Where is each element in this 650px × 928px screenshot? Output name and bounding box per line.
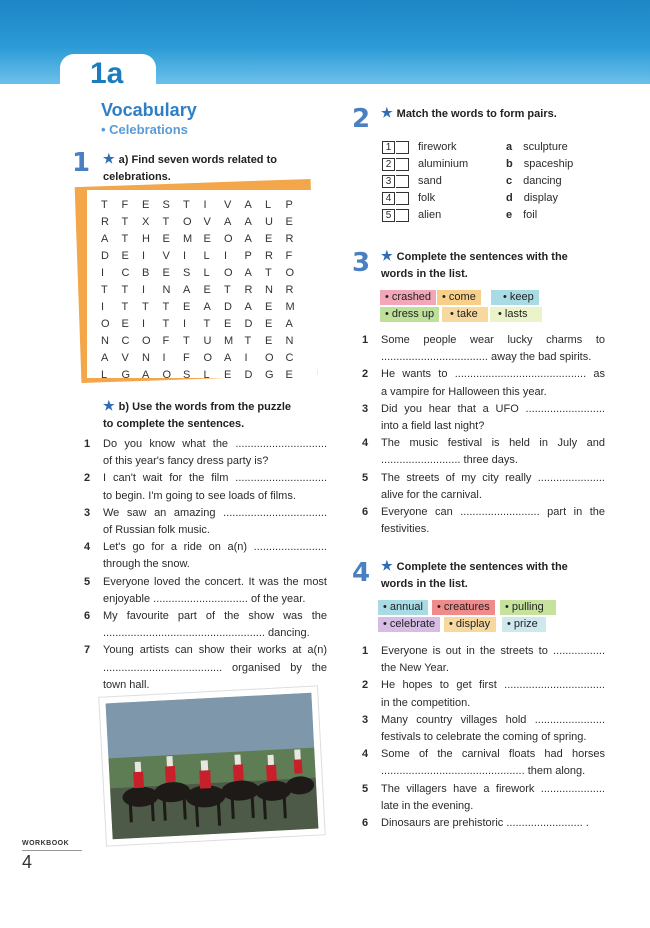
grid-letter: R <box>285 284 294 296</box>
grid-letter: I <box>142 250 146 262</box>
sentence-number: 1 <box>362 334 369 346</box>
grid-letter: V <box>203 216 211 228</box>
grid-letter: T <box>244 335 252 347</box>
grid-letter: E <box>224 369 232 381</box>
grid-letter: E <box>285 216 293 228</box>
grid-letter: E <box>265 301 273 313</box>
unit-tab <box>60 55 156 105</box>
sentence-line: The music festival is held in July and <box>381 437 605 450</box>
sentence-number: 5 <box>84 575 91 588</box>
grid-letter: U <box>203 335 212 347</box>
grid-letter: V <box>224 199 232 211</box>
pair-left-item <box>382 173 442 190</box>
pair-word: sculpture <box>523 141 568 153</box>
exercise-sentence <box>362 435 605 469</box>
sentence-line: alive for the carnival. <box>381 488 482 501</box>
grid-letter: T <box>121 301 129 313</box>
exercise-sentence <box>84 505 327 539</box>
grid-row <box>101 350 306 367</box>
sentence-line: through the snow. <box>103 558 190 571</box>
grid-letter: D <box>224 301 232 313</box>
pair-right-item <box>506 156 573 173</box>
grid-letter: I <box>183 318 187 330</box>
grid-row <box>101 282 306 299</box>
footer-divider <box>22 850 82 851</box>
grid-letter: T <box>121 284 129 296</box>
grid-letter: A <box>203 301 211 313</box>
grid-letter: E <box>265 233 273 245</box>
sentence-line: Do you know what the .............................. <box>103 438 327 450</box>
answer-box[interactable]: 2 <box>382 158 395 171</box>
grid-letter: T <box>162 318 170 330</box>
word-chip: • crashed <box>380 290 436 305</box>
grid-letter: D <box>101 250 109 262</box>
word-chip: • take <box>442 307 488 322</box>
sentence-line: I can't wait for the film .............................. <box>103 472 327 485</box>
star-icon: ★ <box>381 105 393 120</box>
grid-letter: I <box>101 267 105 279</box>
grid-letter: S <box>183 267 191 279</box>
grid-letter: I <box>101 301 105 313</box>
section-subtitle: • Celebrations <box>101 122 188 137</box>
grid-letter: V <box>121 352 129 364</box>
grid-letter: O <box>224 267 233 279</box>
grid-letter: T <box>183 199 190 211</box>
sentence-line: late in the evening. <box>381 799 474 812</box>
grid-letter: H <box>142 233 150 245</box>
grid-letter: M <box>183 233 193 245</box>
sentence-line: ....................................... organised by the <box>103 661 327 674</box>
word-chip: • display <box>444 617 496 632</box>
grid-letter: O <box>142 335 151 347</box>
grid-letter: N <box>265 284 273 296</box>
pair-letter: a <box>506 141 513 153</box>
grid-letter: A <box>142 369 150 381</box>
exercise-2-number: 2 <box>352 104 371 134</box>
sentence-line: Everyone can .......................... part in the <box>381 506 605 518</box>
sentence-line: festivities. <box>381 523 430 536</box>
pair-left-item <box>382 190 436 207</box>
sentence-number: 1 <box>84 438 91 450</box>
exercise-sentence <box>362 815 605 832</box>
pair-left-item <box>382 156 469 173</box>
sentence-line: Did you hear that a UFO .......................... <box>381 402 605 415</box>
star-icon: ★ <box>381 248 393 263</box>
grid-letter: E <box>285 369 293 381</box>
sentence-line: festivals to celebrate the coming of spring. <box>381 731 587 743</box>
sentence-number: 6 <box>84 610 91 622</box>
pair-word: sand <box>418 175 442 187</box>
grid-letter: A <box>183 284 191 296</box>
sentence-line: Everyone is out in the streets to ................. <box>381 645 605 657</box>
exercise-sentence <box>362 781 605 815</box>
grid-row <box>101 214 306 231</box>
sentence-number: 4 <box>362 748 369 761</box>
sentence-line: ..................................................... dancing. <box>103 627 310 640</box>
pair-left-item <box>382 207 442 224</box>
exercise-sentence <box>84 539 327 573</box>
grid-letter: I <box>244 352 248 364</box>
grid-row <box>101 231 306 248</box>
cavalry-parade-photo <box>106 693 319 840</box>
sentence-number: 1 <box>362 645 369 657</box>
grid-letter: X <box>142 216 150 228</box>
grid-letter: R <box>101 216 109 228</box>
exercise-sentence <box>362 366 605 400</box>
grid-letter: A <box>244 216 252 228</box>
grid-letter: E <box>162 267 170 279</box>
grid-letter: E <box>265 318 273 330</box>
pair-word: firework <box>418 141 457 153</box>
grid-letter: P <box>285 199 293 211</box>
grid-letter: O <box>265 352 274 364</box>
sentence-number: 6 <box>362 506 369 518</box>
grid-letter: N <box>285 335 294 347</box>
pair-word: folk <box>418 192 436 204</box>
grid-letter: O <box>183 216 192 228</box>
sentence-line: ................................... away the bad spirits. <box>381 351 592 364</box>
grid-letter: A <box>244 301 252 313</box>
grid-row <box>101 367 306 384</box>
grid-letter: G <box>121 369 131 381</box>
word-chip: • lasts <box>490 307 542 322</box>
grid-letter: A <box>224 352 232 364</box>
answer-box[interactable]: 3 <box>382 175 395 188</box>
word-chip: • annual <box>378 600 428 615</box>
grid-letter: C <box>121 335 130 347</box>
grid-row <box>101 333 306 350</box>
exercise-2-instruction: ★ Match the words to form pairs. <box>381 105 557 120</box>
grid-letter: T <box>265 267 272 279</box>
grid-row <box>101 248 306 265</box>
grid-letter: S <box>183 369 191 381</box>
grid-letter: T <box>121 216 129 228</box>
sentence-line: to begin. I'm going to see loads of films. <box>103 489 296 502</box>
exercise-sentence <box>362 401 605 435</box>
grid-letter: R <box>265 250 273 262</box>
sentence-line: Young artists can show their works at a(n) <box>103 644 327 657</box>
word-chip: • dress up <box>380 307 439 322</box>
sentence-line: a vampire for Halloween this year. <box>381 385 547 398</box>
sentence-line: We saw an amazing .................................. <box>103 506 327 519</box>
exercise-sentence <box>362 332 605 366</box>
star-icon: ★ <box>381 558 393 573</box>
grid-letter: A <box>224 216 232 228</box>
sentence-number: 7 <box>84 644 91 657</box>
photo-frame <box>99 686 324 845</box>
grid-letter: A <box>244 267 252 279</box>
grid-letter: T <box>183 335 190 347</box>
pair-right-item <box>506 173 562 190</box>
sentence-line: Everyone loved the concert. It was the most <box>103 575 327 588</box>
pair-word: dancing <box>523 175 562 187</box>
grid-letter: A <box>101 352 109 364</box>
grid-letter: S <box>162 199 170 211</box>
footer-label: WORKBOOK <box>22 840 70 847</box>
word-chip: • pulling <box>500 600 556 615</box>
word-chip: • prize <box>502 617 546 632</box>
pair-letter: b <box>506 158 513 170</box>
sentence-line: into a field last night? <box>381 420 485 432</box>
star-icon: ★ <box>103 398 115 413</box>
sentence-line: He hopes to get first ................................. <box>381 679 605 692</box>
grid-letter: E <box>203 284 211 296</box>
word-chip: • celebrate <box>378 617 440 632</box>
grid-letter: T <box>203 318 211 330</box>
sentence-line: My favourite part of the show was the <box>103 610 327 622</box>
sentence-number: 3 <box>362 402 369 415</box>
grid-letter: U <box>265 216 273 228</box>
exercise-sentence <box>362 712 605 746</box>
grid-letter: L <box>101 369 108 381</box>
exercise-sentence <box>362 504 605 538</box>
grid-letter: C <box>121 267 130 279</box>
grid-letter: A <box>285 318 293 330</box>
sentence-line: Some of the carnival floats had horses <box>381 748 605 761</box>
grid-letter: E <box>265 335 273 347</box>
exercise-1a-instruction: ★ a) Find seven words related to celebrations. <box>103 151 277 183</box>
page-number: 4 <box>22 852 33 872</box>
sentence-line: Many country villages hold ....................... <box>381 713 605 726</box>
word-search-puzzle <box>87 190 317 381</box>
unit-label: 1a <box>90 57 124 90</box>
horse-guards-illustration <box>106 693 319 840</box>
grid-letter: N <box>162 284 171 296</box>
sentence-line: Dinosaurs are prehistoric ......................... . <box>381 817 589 829</box>
grid-letter: E <box>162 233 170 245</box>
pair-word: spaceship <box>523 158 574 170</box>
pair-word: alien <box>418 209 442 221</box>
exercise-1-number: 1 <box>72 148 91 178</box>
grid-letter: E <box>224 318 232 330</box>
grid-letter: C <box>285 352 294 364</box>
grid-letter: T <box>121 233 129 245</box>
sentence-line: of this year's fancy dress party is? <box>103 455 269 468</box>
grid-letter: I <box>183 250 187 262</box>
exercise-sentence <box>362 470 605 504</box>
grid-letter: T <box>162 216 170 228</box>
exercise-sentence <box>84 470 327 504</box>
sentence-line: The villagers have a firework ..................... <box>381 782 605 795</box>
sentence-number: 6 <box>362 817 369 829</box>
sentence-line: town hall. <box>103 678 150 691</box>
grid-letter: R <box>285 233 294 245</box>
sentence-line: The streets of my city really ...................... <box>381 471 605 484</box>
grid-letter: I <box>203 199 207 211</box>
grid-letter: P <box>244 250 252 262</box>
grid-letter: I <box>162 352 166 364</box>
grid-letter: T <box>142 301 149 313</box>
exercise-sentence <box>362 643 605 677</box>
pair-word: aluminium <box>418 158 469 170</box>
grid-letter: O <box>162 369 172 381</box>
exercise-3-instruction: ★ Complete the sentences with the words in the list. <box>381 248 568 280</box>
grid-letter: A <box>244 199 252 211</box>
grid-letter: G <box>265 369 274 381</box>
grid-row <box>101 316 306 333</box>
sentence-number: 5 <box>362 471 369 484</box>
grid-letter: E <box>203 233 211 245</box>
sentence-number: 3 <box>84 506 91 519</box>
grid-letter: A <box>101 233 109 245</box>
exercise-sentence <box>84 436 327 470</box>
exercise-4-number: 4 <box>352 558 371 588</box>
sentence-number: 3 <box>362 713 369 726</box>
exercise-sentence <box>362 677 605 711</box>
grid-letter: D <box>244 369 253 381</box>
grid-letter: A <box>244 233 252 245</box>
exercise-1b-instruction: ★ b) Use the words from the puzzle to complete the sentences. <box>103 398 292 430</box>
grid-letter: D <box>244 318 253 330</box>
grid-letter: B <box>142 267 150 279</box>
sentence-line: ............................................... them along. <box>381 765 586 778</box>
grid-letter: E <box>121 318 129 330</box>
pair-letter: c <box>506 175 513 187</box>
sentence-line: Let's go for a ride on a(n) ........................ <box>103 541 327 554</box>
grid-letter: L <box>203 267 210 279</box>
sentence-number: 4 <box>84 541 91 554</box>
grid-letter: O <box>224 233 233 245</box>
exercise-sentence <box>84 642 327 694</box>
word-search-grid <box>101 197 306 384</box>
sentence-line: He wants to ........................................... as <box>381 368 605 381</box>
grid-letter: F <box>183 352 190 364</box>
pair-right-item <box>506 207 537 224</box>
grid-letter: T <box>101 199 108 211</box>
sentence-number: 5 <box>362 782 369 795</box>
exercise-sentence <box>362 746 605 780</box>
grid-letter: E <box>142 199 150 211</box>
grid-row <box>101 265 306 282</box>
exercise-3-number: 3 <box>352 248 371 278</box>
star-icon: ★ <box>103 151 115 166</box>
grid-letter: I <box>142 284 146 296</box>
sentence-number: 4 <box>362 437 369 450</box>
pair-right-item <box>506 139 568 156</box>
grid-letter: M <box>285 301 295 313</box>
answer-box[interactable]: 5 <box>382 209 395 222</box>
grid-row <box>101 299 306 316</box>
word-chip: • come <box>437 290 481 305</box>
word-chip: • creatures <box>432 600 495 615</box>
sentence-line: enjoyable ............................... of the year. <box>103 592 306 605</box>
pair-letter: e <box>506 209 513 221</box>
sentence-number: 2 <box>362 679 369 692</box>
answer-box[interactable]: 1 <box>382 141 395 154</box>
exercise-4-instruction: ★ Complete the sentences with the words in the list. <box>381 558 568 590</box>
grid-letter: V <box>162 250 170 262</box>
grid-letter: O <box>101 318 110 330</box>
pair-word: display <box>523 192 558 204</box>
sentence-line: of Russian folk music. <box>103 524 210 536</box>
grid-letter: T <box>224 284 231 296</box>
grid-letter: L <box>203 369 210 381</box>
section-title: Vocabulary <box>101 100 197 120</box>
grid-letter: F <box>285 250 293 262</box>
exercise-sentence <box>84 608 327 642</box>
grid-letter: I <box>142 318 146 330</box>
grid-letter: F <box>162 335 170 347</box>
sentence-line: in the competition. <box>381 696 471 709</box>
grid-letter: N <box>142 352 150 364</box>
sentence-line: Some people wear lucky charms to <box>381 334 605 346</box>
grid-letter: M <box>224 335 234 347</box>
sentence-number: 2 <box>84 472 91 485</box>
grid-letter: L <box>203 250 210 262</box>
sentence-number: 2 <box>362 368 369 381</box>
pair-letter: d <box>506 192 513 204</box>
exercise-sentence <box>84 574 327 608</box>
pair-right-item <box>506 190 558 207</box>
grid-row <box>101 197 306 214</box>
sentence-line: .......................... three days. <box>381 454 518 467</box>
grid-letter: I <box>224 250 228 262</box>
grid-letter: N <box>101 335 109 347</box>
grid-letter: F <box>121 199 129 211</box>
word-chip: • keep <box>491 290 539 305</box>
grid-letter: L <box>265 199 272 211</box>
grid-letter: T <box>101 284 108 296</box>
answer-box[interactable]: 4 <box>382 192 395 205</box>
pair-word: foil <box>523 209 538 221</box>
pair-left-item <box>382 139 457 156</box>
grid-letter: E <box>183 301 191 313</box>
grid-letter: R <box>244 284 253 296</box>
grid-letter: E <box>121 250 129 262</box>
grid-letter: T <box>162 301 170 313</box>
sentence-line: the New Year. <box>381 662 449 675</box>
grid-letter: O <box>285 267 295 279</box>
grid-letter: O <box>203 352 213 364</box>
